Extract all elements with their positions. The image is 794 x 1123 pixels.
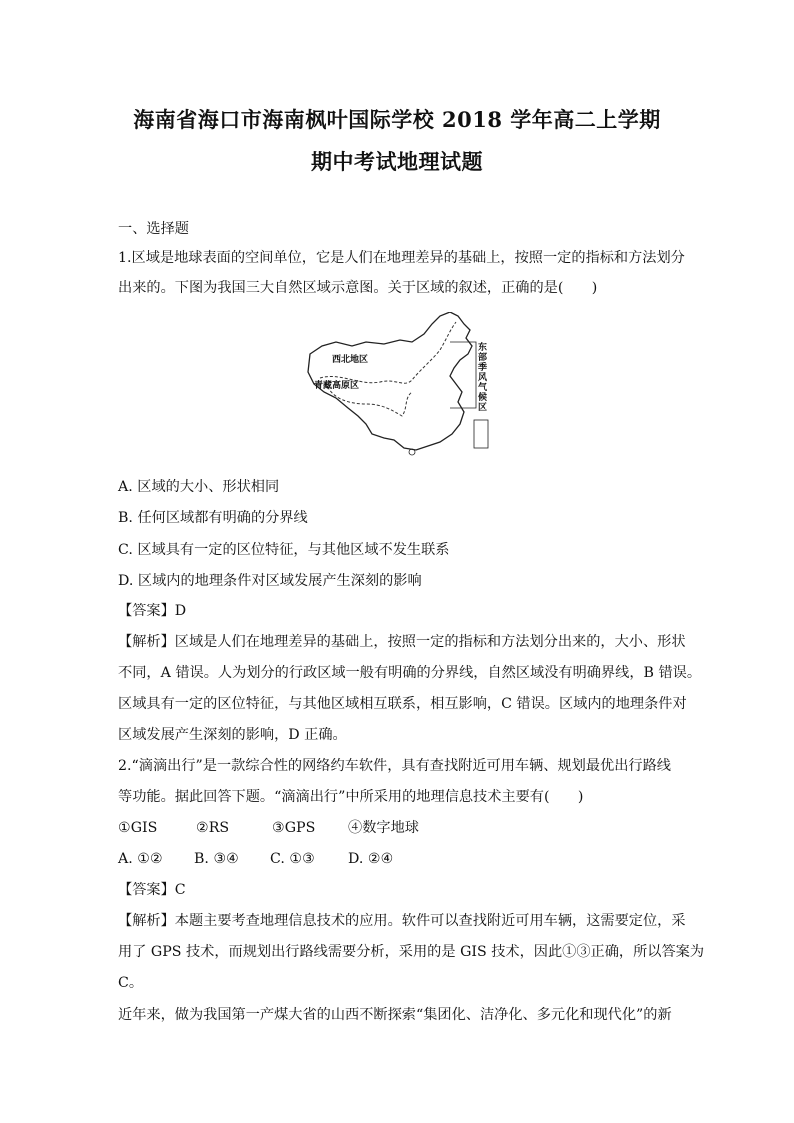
label-northwest: 西北地区 — [332, 355, 369, 365]
svg-text:区: 区 — [478, 403, 488, 413]
q2-stem-line2: 等功能。据此回答下题。“滴滴出行”中所采用的地理信息技术主要有( ) — [118, 789, 584, 805]
q2-stem-line1: 2.“滴滴出行”是一款综合性的网络约车软件，具有查找附近可用车辆、规划最优出行路线 — [118, 758, 671, 774]
q2-items-row — [118, 818, 683, 838]
q2-item-4: ④数字地球 — [348, 820, 419, 836]
svg-text:季: 季 — [478, 363, 488, 373]
q1-answer: 【答案】D — [118, 603, 187, 619]
q2-analysis-line2: 用了 GPS 技术，而规划出行路线需要分析，采用的是 GIS 技术，因此①③正确，所以答案为 — [118, 944, 705, 960]
q2-options-row — [118, 849, 683, 869]
q2-option-a: A. ①② — [118, 851, 163, 867]
q1-analysis-line1: 【解析】区域是人们在地理差异的基础上，按照一定的指标和方法划分出来的，大小、形状 — [118, 634, 686, 650]
q1-option-b: B. 任何区域都有明确的分界线 — [118, 510, 308, 526]
svg-text:风: 风 — [478, 373, 488, 383]
q2-option-d: D. ②④ — [348, 851, 394, 867]
q1-analysis-line4: 区域发展产生深刻的影响，D 正确。 — [118, 727, 347, 743]
q2-item-2: ②RS — [196, 820, 230, 836]
svg-text:部: 部 — [478, 353, 488, 363]
q1-option-d: D. 区域内的地理条件对区域发展产生深刻的影响 — [118, 573, 422, 589]
q1-analysis-line3: 区域具有一定的区位特征，与其他区域相互联系，相互影响，C 错误。区域内的地理条件对 — [118, 696, 687, 712]
q2-answer: 【答案】C — [118, 882, 186, 898]
q2-analysis-line1: 【解析】本题主要考查地理信息技术的应用。软件可以查找附近可用车辆，这需要定位，采 — [118, 913, 686, 929]
section-heading: 一、选择题 — [118, 221, 189, 237]
q1-option-a: A. 区域的大小、形状相同 — [118, 479, 280, 495]
q1-stem-line2: 出来的。下图为我国三大自然区域示意图。关于区域的叙述，正确的是( ) — [118, 280, 598, 296]
q2-option-b: B. ③④ — [194, 851, 239, 867]
label-east-vertical — [478, 341, 488, 413]
doc-title-line2: 期中考试地理试题 — [311, 149, 483, 174]
q2-analysis-line3: C。 — [118, 975, 144, 991]
q1-stem-line1: 1.区域是地球表面的空间单位，它是人们在地理差异的基础上，按照一定的指标和方法划分 — [118, 250, 685, 266]
svg-text:东: 东 — [478, 343, 488, 353]
label-east-source: 东部季风气候区 — [300, 312, 307, 313]
q1-option-c: C. 区域具有一定的区位特征，与其他区域不发生联系 — [118, 542, 450, 558]
svg-text:候: 候 — [478, 393, 488, 403]
svg-text:气: 气 — [478, 383, 488, 393]
label-tibet: 青藏高原区 — [314, 381, 360, 391]
doc-title-line1: 海南省海口市海南枫叶国际学校 2018 学年高二上学期 — [133, 107, 661, 132]
q1-analysis-line2: 不同，A 错误。人为划分的行政区域一般有明确的分界线，自然区域没有明确界线，B 错误。 — [118, 665, 702, 681]
q2-option-c: C. ①③ — [270, 851, 315, 867]
q2-item-3: ③GPS — [272, 820, 316, 836]
q2-item-1: ①GIS — [118, 820, 158, 836]
q3-intro-line: 近年来，做为我国第一产煤大省的山西不断探索“集团化、洁净化、多元化和现代化”的新 — [118, 1007, 672, 1023]
china-regions-map — [300, 312, 496, 460]
